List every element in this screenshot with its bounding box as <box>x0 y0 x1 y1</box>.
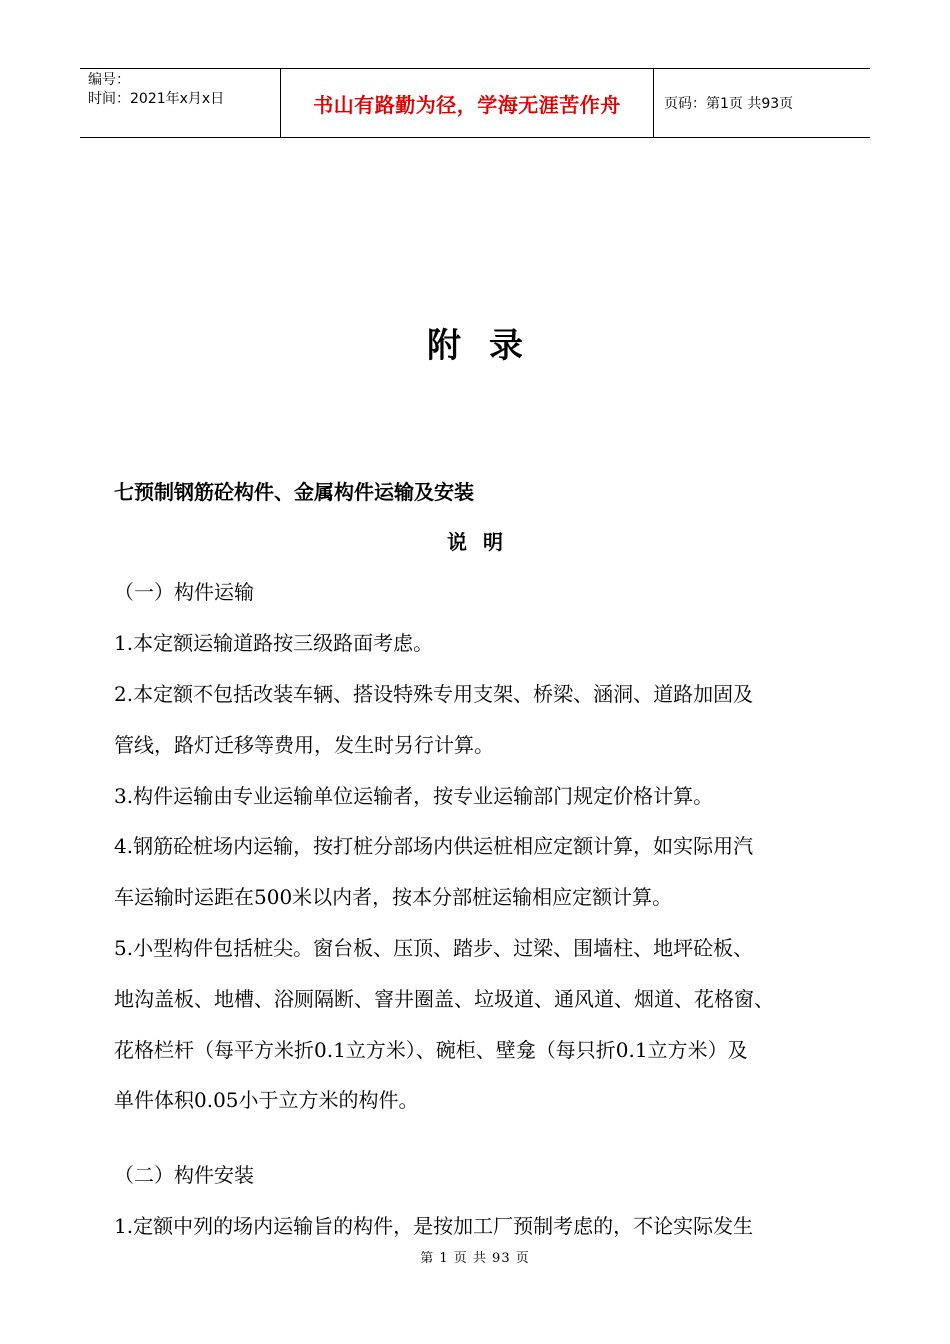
body-line: 花格栏杆（每平方米折0.1立方米）、碗柜、壁龛（每只折0.1立方米）及 <box>114 1038 748 1062</box>
body-line: （二）构件安装 <box>114 1163 254 1187</box>
page-footer: 第 1 页 共 93 页 <box>420 1251 530 1266</box>
section-title: 七预制钢筋砼构件、金属构件运输及安装 <box>114 480 474 504</box>
body-line: 3.构件运输由专业运输单位运输者，按专业运输部门规定价格计算。 <box>114 784 714 808</box>
body-line: 地沟盖板、地槽、浴厕隔断、窨井圈盖、垃圾道、通风道、烟道、花格窗、 <box>114 987 774 1011</box>
header-page-info: 页码：第1页 共93页 <box>664 96 794 112</box>
body-line: 4.钢筋砼桩场内运输，按打桩分部场内供运桩相应定额计算，如实际用汽 <box>114 834 754 858</box>
document-number: 编号： <box>88 72 130 88</box>
body-line: 2.本定额不包括改装车辆、搭设特殊专用支架、桥梁、涵洞、道路加固及 <box>114 682 754 706</box>
body-line: 管线，路灯迁移等费用，发生时另行计算。 <box>114 733 494 757</box>
body-line: 5.小型构件包括桩尖。窗台板、压顶、踏步、过梁、围墙柱、地坪砼板、 <box>114 936 754 960</box>
document-date: 时间：2021年x月x日 <box>88 91 225 107</box>
body-line: 单件体积0.05小于立方米的构件。 <box>114 1088 419 1112</box>
subtitle: 说明 <box>447 530 519 554</box>
body-line: 1.定额中列的场内运输旨的构件，是按加工厂预制考虑的，不论实际发生 <box>114 1214 754 1238</box>
page-title: 附录 <box>427 326 551 366</box>
page-header <box>80 68 870 138</box>
body-line: 1.本定额运输道路按三级路面考虑。 <box>114 631 434 655</box>
body-line: 车运输时运距在500米以内者，按本分部桩运输相应定额计算。 <box>114 885 673 909</box>
header-motto: 书山有路勤为径，学海无涯苦作舟 <box>281 69 654 137</box>
header-meta <box>80 69 281 137</box>
body-line: （一）构件运输 <box>114 580 254 604</box>
